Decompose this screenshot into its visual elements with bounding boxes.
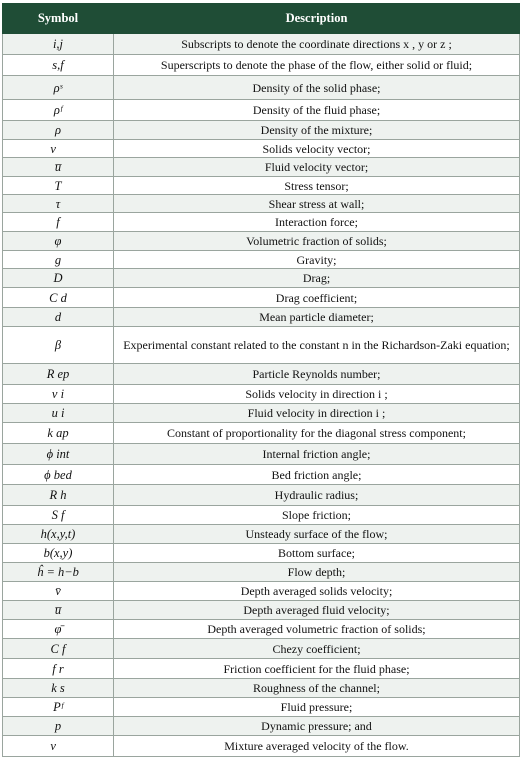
description-cell: Stress tensor; (114, 177, 520, 195)
description-cell: Particle Reynolds number; (114, 364, 520, 385)
description-cell: Slope friction; (114, 506, 520, 525)
table-row (3, 639, 520, 659)
description-cell: Fluid pressure; (114, 698, 520, 717)
table-row (3, 55, 520, 76)
symbol-cell: ρᶠ (3, 100, 114, 121)
table-row (3, 269, 520, 288)
description-cell: Density of the mixture; (114, 121, 520, 140)
description-cell: Gravity; (114, 251, 520, 269)
description-cell: Subscripts to denote the coordinate directions x , y or z ; (114, 34, 520, 55)
symbol-cell: f r (3, 659, 114, 679)
header-symbol: Symbol (3, 4, 114, 34)
symbol-cell: R ep (3, 364, 114, 385)
table-row (3, 177, 520, 195)
description-cell: Volumetric fraction of solids; (114, 232, 520, 251)
symbols-table (2, 3, 520, 757)
table-row (3, 308, 520, 327)
description-cell: Solids velocity vector; (114, 140, 520, 158)
symbol-cell: ϕ bed (3, 465, 114, 485)
table-row (3, 100, 520, 121)
table-body (3, 34, 520, 757)
description-cell: Constant of proportionality for the diagonal stress component; (114, 423, 520, 444)
symbol-cell: φ̄ (3, 620, 114, 639)
symbol-cell: R h (3, 485, 114, 506)
table-row (3, 404, 520, 423)
table-row (3, 444, 520, 465)
symbol-cell: φ (3, 232, 114, 251)
header-description: Description (114, 4, 520, 34)
symbol-cell: ρˢ (3, 76, 114, 100)
description-cell: Unsteady surface of the flow; (114, 525, 520, 544)
symbol-cell: u̅ (3, 601, 114, 620)
description-cell: Depth averaged fluid velocity; (114, 601, 520, 620)
description-cell: Fluid velocity vector; (114, 158, 520, 177)
table-row (3, 232, 520, 251)
table-row (3, 213, 520, 232)
symbol-cell: C f (3, 639, 114, 659)
description-cell: Density of the fluid phase; (114, 100, 520, 121)
symbol-cell: b(x,y) (3, 544, 114, 563)
table-row (3, 288, 520, 308)
description-cell: Solids velocity in direction i ; (114, 385, 520, 404)
table-row (3, 423, 520, 444)
table-row (3, 364, 520, 385)
description-cell: Drag; (114, 269, 520, 288)
table-row (3, 327, 520, 364)
table-row (3, 601, 520, 620)
table-row (3, 563, 520, 582)
symbol-cell: g (3, 251, 114, 269)
symbol-cell: ĥ = h−b (3, 563, 114, 582)
description-cell: Bed friction angle; (114, 465, 520, 485)
symbol-cell: S f (3, 506, 114, 525)
symbol-cell: k ap (3, 423, 114, 444)
table-row (3, 158, 520, 177)
table-row (3, 121, 520, 140)
description-cell: Depth averaged volumetric fraction of solids; (114, 620, 520, 639)
description-cell: Roughness of the channel; (114, 679, 520, 698)
table-row (3, 76, 520, 100)
symbol-cell: C d (3, 288, 114, 308)
symbol-cell: T (3, 177, 114, 195)
symbol-cell: ρ (3, 121, 114, 140)
symbol-cell: u̅ (3, 158, 114, 177)
description-cell: Chezy coefficient; (114, 639, 520, 659)
table-row (3, 679, 520, 698)
table-row (3, 34, 520, 55)
description-cell: Friction coefficient for the fluid phase; (114, 659, 520, 679)
table-row (3, 544, 520, 563)
description-cell: Bottom surface; (114, 544, 520, 563)
description-cell: Experimental constant related to the constant n in the Richardson-Zaki equation; (114, 327, 520, 364)
symbol-cell: D (3, 269, 114, 288)
description-cell: Mean particle diameter; (114, 308, 520, 327)
symbol-cell: ϕ int (3, 444, 114, 465)
description-cell: Hydraulic radius; (114, 485, 520, 506)
symbol-cell: u i (3, 404, 114, 423)
description-cell: Depth averaged solids velocity; (114, 582, 520, 601)
description-cell: Interaction force; (114, 213, 520, 232)
header-row (3, 4, 520, 34)
table-row (3, 717, 520, 736)
description-cell: Shear stress at wall; (114, 195, 520, 213)
symbol-cell: i,j (3, 34, 114, 55)
description-cell: Superscripts to denote the phase of the flow, either solid or fluid; (114, 55, 520, 76)
symbol-cell: τ (3, 195, 114, 213)
symbol-cell: s,f (3, 55, 114, 76)
description-cell: Mixture averaged velocity of the flow. (114, 736, 520, 757)
table-row (3, 251, 520, 269)
symbol-cell: d (3, 308, 114, 327)
description-cell: Fluid velocity in direction i ; (114, 404, 520, 423)
table-row (3, 736, 520, 757)
table-row (3, 659, 520, 679)
symbol-cell: v⃗ (3, 140, 114, 158)
description-cell: Flow depth; (114, 563, 520, 582)
symbol-cell: β (3, 327, 114, 364)
symbol-cell: k s (3, 679, 114, 698)
description-cell: Internal friction angle; (114, 444, 520, 465)
table-row (3, 140, 520, 158)
table-row (3, 485, 520, 506)
symbol-cell: v̄ (3, 582, 114, 601)
table-row (3, 195, 520, 213)
symbol-cell: Pᶠ (3, 698, 114, 717)
table-row (3, 698, 520, 717)
table-row (3, 582, 520, 601)
symbol-cell: h(x,y,t) (3, 525, 114, 544)
table-row (3, 525, 520, 544)
table-row (3, 620, 520, 639)
table-row (3, 506, 520, 525)
symbol-cell: p (3, 717, 114, 736)
symbol-cell: v⃡ (3, 736, 114, 757)
description-cell: Drag coefficient; (114, 288, 520, 308)
description-cell: Density of the solid phase; (114, 76, 520, 100)
table-row (3, 465, 520, 485)
description-cell: Dynamic pressure; and (114, 717, 520, 736)
symbol-cell: f (3, 213, 114, 232)
symbol-cell: v i (3, 385, 114, 404)
table-row (3, 385, 520, 404)
